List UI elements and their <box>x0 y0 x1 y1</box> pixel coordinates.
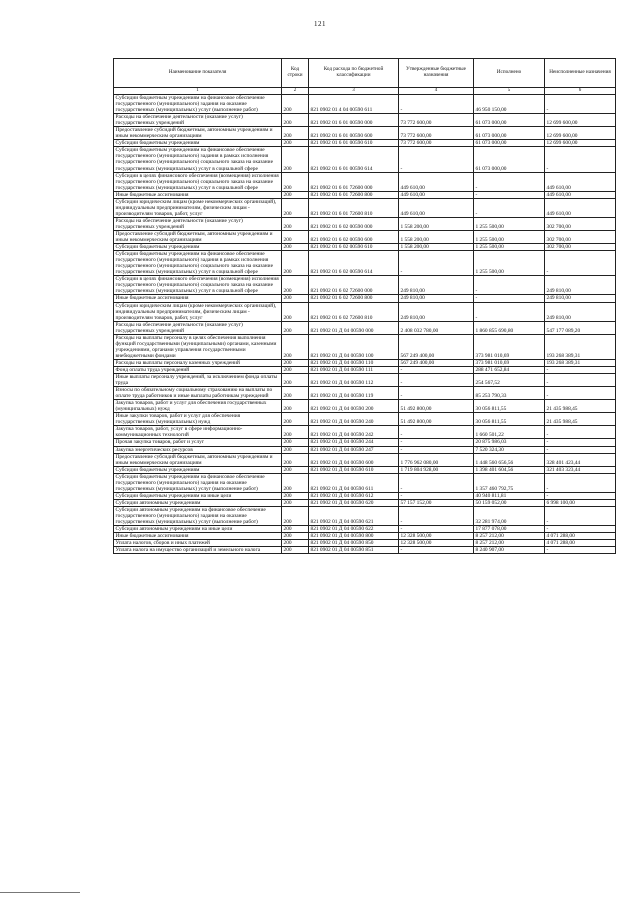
row-unexecuted: 21 435 988,45 <box>545 413 616 426</box>
header-executed: Исполнено <box>474 59 545 88</box>
row-name: Субсидии бюджетным учреждениям <box>114 244 282 251</box>
row-code: 200 <box>282 147 309 172</box>
table-row <box>114 359 616 366</box>
table-row <box>114 453 616 466</box>
row-executed: 46 950 150,00 <box>474 95 545 114</box>
row-approved: 1 558 200,00 <box>399 217 474 230</box>
row-approved: 73 772 600,00 <box>399 127 474 140</box>
row-approved: 449 610,00 <box>399 191 474 198</box>
table-row <box>114 426 616 439</box>
row-code: 200 <box>282 359 309 366</box>
row-name: Субсидии бюджетным учреждениям <box>114 140 282 147</box>
row-approved: 1 776 962 080,00 <box>399 453 474 466</box>
row-kbk: 821 0902 01 6 01 00590 614 <box>309 147 399 172</box>
row-executed: 1 660 501,22 <box>474 426 545 439</box>
row-kbk: 821 0902 01 6 02 72600 810 <box>309 302 399 321</box>
row-executed: 61 073 000,00 <box>474 127 545 140</box>
row-approved: - <box>399 547 474 554</box>
table-row <box>114 413 616 426</box>
table-row <box>114 466 616 473</box>
table-row <box>114 198 616 217</box>
column-number-row <box>114 88 616 95</box>
row-name: Субсидии бюджетным учреждениям <box>114 466 282 473</box>
row-kbk: 821 0902 01 Д 04 00590 611 <box>309 473 399 492</box>
row-executed: 1 255 500,00 <box>474 230 545 243</box>
row-code: 200 <box>282 334 309 359</box>
row-executed: - <box>474 295 545 302</box>
row-name: Субсидии юридическим лицам (кроме некоммерческих организаций), индивидуальным предпринимателям, физическим лицам - производителям товаров, работ, услуг <box>114 198 282 217</box>
row-name: Предоставление субсидий бюджетным, автономным учреждениям и иным некоммерческим организациям <box>114 453 282 466</box>
row-code: 200 <box>282 400 309 413</box>
table-row <box>114 147 616 172</box>
row-kbk: 821 0902 01 6 02 72600 800 <box>309 295 399 302</box>
row-name: Субсидии юридическим лицам (кроме некоммерческих организаций), индивидуальным предпринимателям, физическим лицам - производителям товаров, работ, услуг <box>114 302 282 321</box>
row-unexecuted: 302 700,00 <box>545 244 616 251</box>
header-approved: Утвержденные бюджетные назначения <box>399 59 474 88</box>
table-row <box>114 547 616 554</box>
table-row <box>114 540 616 547</box>
row-name: Субсидии автономным учреждениям <box>114 499 282 506</box>
row-unexecuted: - <box>545 446 616 453</box>
row-approved: 51 492 800,00 <box>399 400 474 413</box>
row-kbk: 821 0902 01 6 01 72600 810 <box>309 198 399 217</box>
row-kbk: 821 0902 01 Д 04 00590 610 <box>309 466 399 473</box>
row-name: Субсидии бюджетным учреждениям на финансовое обеспечение государственного (муниципального) задания на оказание государственных (муниципальных) услуг (выполнение работ) <box>114 473 282 492</box>
row-code: 200 <box>282 95 309 114</box>
row-name: Закупка товаров, работ и услуг для обеспечения государственных (муниципальных) нужд <box>114 400 282 413</box>
table-row <box>114 127 616 140</box>
row-kbk: 821 0902 01 Д 04 00590 800 <box>309 533 399 540</box>
row-unexecuted: 12 699 600,00 <box>545 127 616 140</box>
row-name: Закупка энергетических ресурсов <box>114 446 282 453</box>
table-row <box>114 334 616 359</box>
header-unexecuted: Неисполненные назначения <box>545 59 616 88</box>
row-approved: 567 249 400,00 <box>399 334 474 359</box>
row-approved: - <box>399 95 474 114</box>
row-approved: 57 157 152,00 <box>399 499 474 506</box>
row-name: Уплата налогов, сборов и иных платежей <box>114 540 282 547</box>
row-kbk: 821 0902 01 Д 04 00590 110 <box>309 359 399 366</box>
row-executed: 61 073 000,00 <box>474 140 545 147</box>
row-approved: 12 328 500,00 <box>399 533 474 540</box>
row-unexecuted: 6 998 100,00 <box>545 499 616 506</box>
row-approved: - <box>399 366 474 373</box>
table-row <box>114 217 616 230</box>
col-number: 5 <box>474 88 545 95</box>
row-unexecuted: - <box>545 387 616 400</box>
row-kbk: 821 0902 01 Д 04 00590 240 <box>309 413 399 426</box>
header-name: Наименование показателя <box>114 59 282 88</box>
row-executed: 30 056 811,55 <box>474 400 545 413</box>
row-approved: - <box>399 374 474 387</box>
row-executed: 30 056 811,55 <box>474 413 545 426</box>
row-code: 200 <box>282 114 309 127</box>
row-approved: 449 610,00 <box>399 198 474 217</box>
row-name: Субсидии бюджетным учреждениям на финансовое обеспечение государственного (муниципального) задания в рамках исполнения государственного (муниципального) социального заказа на оказание государственных (муниципальных) услуг в социальной сфере <box>114 251 282 276</box>
col-number: 1 <box>114 88 282 95</box>
table-row <box>114 374 616 387</box>
row-code: 200 <box>282 533 309 540</box>
row-approved: 449 610,00 <box>399 172 474 191</box>
row-executed: 8 257 212,00 <box>474 540 545 547</box>
row-name: Иные закупки товаров, работ и услуг для обеспечения государственных (муниципальных) нужд <box>114 413 282 426</box>
margin-line <box>0 892 80 893</box>
row-kbk: 821 0902 01 Д 04 00590 000 <box>309 321 399 334</box>
row-code: 200 <box>282 387 309 400</box>
row-name: Прочая закупка товаров, работ и услуг <box>114 439 282 446</box>
table-row <box>114 473 616 492</box>
row-code: 200 <box>282 217 309 230</box>
row-approved: 2 408 032 780,00 <box>399 321 474 334</box>
row-code: 200 <box>282 374 309 387</box>
row-approved: 567 249 400,00 <box>399 359 474 366</box>
table-row <box>114 95 616 114</box>
row-kbk: 821 0902 01 4 04 00590 611 <box>309 95 399 114</box>
header-code: Код строки <box>282 59 309 88</box>
row-executed: 8 257 212,00 <box>474 533 545 540</box>
table-row <box>114 172 616 191</box>
row-name: Взносы по обязательному социальному страхованию на выплаты по оплате труда работников и иные выплаты работникам учреждений <box>114 387 282 400</box>
row-unexecuted: - <box>545 374 616 387</box>
row-executed: 1 357 460 792,75 <box>474 473 545 492</box>
row-executed: 61 073 000,00 <box>474 114 545 127</box>
row-unexecuted: 321 403 323,44 <box>545 466 616 473</box>
table-row <box>114 439 616 446</box>
row-name: Фонд оплаты труда учреждений <box>114 366 282 373</box>
row-kbk: 821 0902 01 Д 04 00590 612 <box>309 492 399 499</box>
row-kbk: 821 0902 01 6 02 00590 614 <box>309 251 399 276</box>
row-approved: 73 772 600,00 <box>399 114 474 127</box>
row-code: 200 <box>282 127 309 140</box>
header-kbk: Код расхода по бюджетной классификации <box>309 59 399 88</box>
row-kbk: 821 0902 01 Д 04 00590 119 <box>309 387 399 400</box>
table-row <box>114 276 616 295</box>
row-unexecuted: 193 268 389,31 <box>545 359 616 366</box>
row-unexecuted: 449 610,00 <box>545 191 616 198</box>
row-kbk: 821 0902 01 Д 04 00590 622 <box>309 526 399 533</box>
row-unexecuted: 193 268 389,31 <box>545 334 616 359</box>
row-approved: - <box>399 147 474 172</box>
row-approved: 1 558 200,00 <box>399 230 474 243</box>
row-executed: 61 073 000,00 <box>474 147 545 172</box>
row-code: 200 <box>282 540 309 547</box>
row-executed: 1 255 500,00 <box>474 244 545 251</box>
page-number: 121 <box>314 20 326 28</box>
row-kbk: 821 0902 01 Д 04 00590 600 <box>309 453 399 466</box>
row-code: 200 <box>282 439 309 446</box>
table-row <box>114 387 616 400</box>
row-unexecuted: - <box>545 95 616 114</box>
table-row <box>114 244 616 251</box>
row-executed: 1 448 560 656,56 <box>474 453 545 466</box>
row-kbk: 821 0902 01 6 01 00590 610 <box>309 140 399 147</box>
row-kbk: 821 0902 01 6 02 72600 000 <box>309 276 399 295</box>
row-approved: 73 772 600,00 <box>399 140 474 147</box>
row-kbk: 821 0902 01 Д 04 00590 620 <box>309 499 399 506</box>
row-approved: 1 719 804 928,00 <box>399 466 474 473</box>
col-number: 2 <box>282 88 309 95</box>
row-approved: 12 328 500,00 <box>399 540 474 547</box>
row-executed: - <box>474 276 545 295</box>
row-code: 200 <box>282 413 309 426</box>
row-kbk: 821 0902 01 6 01 72600 000 <box>309 172 399 191</box>
row-unexecuted: 302 700,00 <box>545 217 616 230</box>
row-code: 200 <box>282 191 309 198</box>
row-code: 200 <box>282 492 309 499</box>
row-approved: - <box>399 492 474 499</box>
row-unexecuted: - <box>545 526 616 533</box>
row-unexecuted: - <box>545 439 616 446</box>
row-code: 200 <box>282 321 309 334</box>
row-name: Субсидии автономным учреждениям на иные цели <box>114 526 282 533</box>
row-kbk: 821 0902 01 6 01 72600 800 <box>309 191 399 198</box>
row-unexecuted: 449 610,00 <box>545 198 616 217</box>
table-row <box>114 492 616 499</box>
row-executed: - <box>474 302 545 321</box>
col-number: 6 <box>545 88 616 95</box>
table-row <box>114 533 616 540</box>
row-approved: 249 810,00 <box>399 276 474 295</box>
table-header-row <box>114 59 616 88</box>
row-unexecuted: 12 699 600,00 <box>545 140 616 147</box>
row-code: 200 <box>282 302 309 321</box>
row-name: Уплата налога на имущество организаций и земельного налога <box>114 547 282 554</box>
row-name: Иные бюджетные ассигнования <box>114 295 282 302</box>
row-executed: 8 240 907,00 <box>474 547 545 554</box>
table-row <box>114 526 616 533</box>
row-code: 200 <box>282 499 309 506</box>
row-executed: 50 159 052,00 <box>474 499 545 506</box>
table-row <box>114 302 616 321</box>
row-name: Иные бюджетные ассигнования <box>114 191 282 198</box>
row-name: Субсидии в целях финансового обеспечения (возмещения) исполнения государственного (муниципального) социального заказа на оказание государственных (муниципальных) услуг в социальной сфере <box>114 276 282 295</box>
row-unexecuted: 4 071 288,00 <box>545 540 616 547</box>
row-code: 200 <box>282 453 309 466</box>
row-unexecuted: - <box>545 547 616 554</box>
row-kbk: 821 0902 01 Д 04 00590 100 <box>309 334 399 359</box>
row-kbk: 821 0902 01 Д 04 00590 244 <box>309 439 399 446</box>
row-approved: - <box>399 387 474 400</box>
row-name: Субсидии бюджетным учреждениям на финансовое обеспечение государственного (муниципального) задания в рамках исполнения государственного (муниципального) социального заказа на оказание государственных (муниципальных) услуг в социальной сфере <box>114 147 282 172</box>
row-name: Субсидии бюджетным учреждениям на финансовое обеспечение государственного (муниципального) задания на оказание государственных (муниципальных) услуг (выполнение работ) <box>114 95 282 114</box>
row-unexecuted: 449 610,00 <box>545 172 616 191</box>
row-code: 200 <box>282 276 309 295</box>
table-row <box>114 499 616 506</box>
row-executed: - <box>474 172 545 191</box>
col-number: 4 <box>399 88 474 95</box>
row-code: 200 <box>282 526 309 533</box>
row-unexecuted: 249 810,00 <box>545 302 616 321</box>
row-kbk: 821 0902 01 6 02 00590 610 <box>309 244 399 251</box>
row-name: Предоставление субсидий бюджетным, автономным учреждениям и иным некоммерческим организациям <box>114 127 282 140</box>
row-kbk: 821 0902 01 6 02 00590 000 <box>309 217 399 230</box>
row-kbk: 821 0902 01 6 02 00590 600 <box>309 230 399 243</box>
row-code: 200 <box>282 547 309 554</box>
row-kbk: 821 0902 01 Д 04 00590 200 <box>309 400 399 413</box>
row-code: 200 <box>282 466 309 473</box>
row-approved: - <box>399 473 474 492</box>
row-executed: 85 253 790,33 <box>474 387 545 400</box>
table-row <box>114 230 616 243</box>
row-approved: - <box>399 526 474 533</box>
table-row <box>114 366 616 373</box>
row-name: Расходы на обеспечение деятельности (оказание услуг) государственных учреждений <box>114 321 282 334</box>
row-name: Расходы на выплаты персоналу в целях обеспечения выполнения функций государственными (муниципальными) органами, казенными учреждениями, органами управления государственными внебюджетными фондами <box>114 334 282 359</box>
row-executed: 1 398 401 604,56 <box>474 466 545 473</box>
row-unexecuted: - <box>545 366 616 373</box>
table-row <box>114 191 616 198</box>
table-row <box>114 446 616 453</box>
row-code: 200 <box>282 172 309 191</box>
row-code: 200 <box>282 295 309 302</box>
row-kbk: 821 0902 01 Д 04 00590 242 <box>309 426 399 439</box>
row-unexecuted: 12 699 600,00 <box>545 114 616 127</box>
row-approved: 51 492 800,00 <box>399 413 474 426</box>
row-name: Субсидии в целях финансового обеспечения (возмещения) исполнения государственного (муниципального) социального заказа на оказание государственных (муниципальных) услуг в социальной сфере <box>114 172 282 191</box>
budget-execution-table <box>113 58 616 554</box>
row-executed: - <box>474 191 545 198</box>
row-name: Расходы на обеспечение деятельности (оказание услуг) государственных учреждений <box>114 114 282 127</box>
row-code: 200 <box>282 473 309 492</box>
row-executed: 20 875 986,03 <box>474 439 545 446</box>
table-row <box>114 295 616 302</box>
row-name: Субсидии автономным учреждениям на финансовое обеспечение государственного (муниципального) задания на оказание государственных (муниципальных) услуг (выполнение работ) <box>114 506 282 525</box>
row-unexecuted: 21 435 988,45 <box>545 400 616 413</box>
row-unexecuted: 249 810,00 <box>545 295 616 302</box>
row-kbk: 821 0902 01 6 01 00590 000 <box>309 114 399 127</box>
row-name: Иные бюджетные ассигнования <box>114 533 282 540</box>
row-unexecuted: 4 071 288,00 <box>545 533 616 540</box>
row-kbk: 821 0902 01 Д 04 00590 247 <box>309 446 399 453</box>
row-executed: 32 281 974,00 <box>474 506 545 525</box>
row-executed: 7 520 324,30 <box>474 446 545 453</box>
row-code: 200 <box>282 426 309 439</box>
row-executed: 1 255 500,00 <box>474 217 545 230</box>
row-code: 200 <box>282 140 309 147</box>
row-code: 200 <box>282 244 309 251</box>
row-name: Расходы на выплаты персоналу казенных учреждений <box>114 359 282 366</box>
row-name: Расходы на обеспечение деятельности (оказание услуг) государственных учреждений <box>114 217 282 230</box>
table-body <box>114 95 616 554</box>
row-unexecuted: - <box>545 473 616 492</box>
row-code: 200 <box>282 230 309 243</box>
row-unexecuted: 249 810,00 <box>545 276 616 295</box>
row-unexecuted: - <box>545 492 616 499</box>
row-approved: 249 810,00 <box>399 302 474 321</box>
row-kbk: 821 0902 01 Д 04 00590 112 <box>309 374 399 387</box>
row-kbk: 821 0902 01 Д 04 00590 850 <box>309 540 399 547</box>
row-executed: 17 877 078,00 <box>474 526 545 533</box>
row-approved: - <box>399 426 474 439</box>
row-executed: 373 981 010,69 <box>474 334 545 359</box>
row-unexecuted: 302 700,00 <box>545 230 616 243</box>
row-approved: - <box>399 446 474 453</box>
table-row <box>114 140 616 147</box>
row-name: Иные выплаты персоналу учреждений, за исключением фонда оплаты труда <box>114 374 282 387</box>
row-executed: 40 940 811,81 <box>474 492 545 499</box>
row-unexecuted: - <box>545 251 616 276</box>
row-kbk: 821 0902 01 Д 04 00590 851 <box>309 547 399 554</box>
row-kbk: 821 0902 01 Д 04 00590 111 <box>309 366 399 373</box>
row-executed: 1 860 855 690,80 <box>474 321 545 334</box>
row-approved: 249 810,00 <box>399 295 474 302</box>
row-name: Субсидии бюджетным учреждениям на иные цели <box>114 492 282 499</box>
table-row <box>114 114 616 127</box>
row-code: 200 <box>282 506 309 525</box>
row-executed: 288 471 652,84 <box>474 366 545 373</box>
row-code: 200 <box>282 446 309 453</box>
row-unexecuted: - <box>545 426 616 439</box>
row-unexecuted: - <box>545 147 616 172</box>
row-code: 200 <box>282 251 309 276</box>
row-unexecuted: 547 177 089,20 <box>545 321 616 334</box>
row-unexecuted: - <box>545 506 616 525</box>
row-name: Предоставление субсидий бюджетным, автономным учреждениям и иным некоммерческим организациям <box>114 230 282 243</box>
table-row <box>114 400 616 413</box>
row-executed: 254 567,52 <box>474 374 545 387</box>
row-code: 200 <box>282 366 309 373</box>
row-kbk: 821 0902 01 6 01 00590 600 <box>309 127 399 140</box>
row-executed: 1 255 500,00 <box>474 251 545 276</box>
row-code: 200 <box>282 198 309 217</box>
row-executed: - <box>474 198 545 217</box>
col-number: 3 <box>309 88 399 95</box>
row-kbk: 821 0902 01 Д 04 00590 621 <box>309 506 399 525</box>
row-approved: - <box>399 251 474 276</box>
row-executed: 373 981 010,69 <box>474 359 545 366</box>
row-name: Закупка товаров, работ, услуг в сфере информационно-коммуникационных технологий <box>114 426 282 439</box>
row-approved: - <box>399 506 474 525</box>
row-approved: - <box>399 439 474 446</box>
row-approved: 1 558 200,00 <box>399 244 474 251</box>
table-row <box>114 251 616 276</box>
table-row <box>114 321 616 334</box>
table-row <box>114 506 616 525</box>
row-unexecuted: 328 401 423,44 <box>545 453 616 466</box>
